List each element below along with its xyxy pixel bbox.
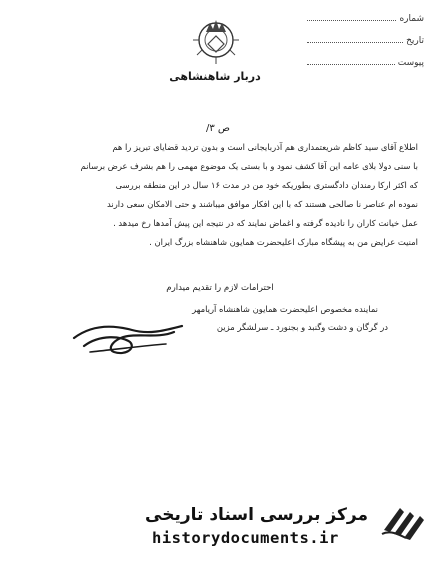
- page-number: ص ۳/: [205, 123, 231, 134]
- number-label: شماره: [399, 14, 424, 24]
- attachment-label: پیوست: [397, 58, 424, 68]
- date-field: [304, 24, 424, 46]
- number-field: [304, 2, 424, 24]
- body-line: اطلاع آقای سید کاظم شریعتمداری هم آذربایجانی است و بدون تردید قضایای تبریز را هم: [112, 142, 418, 152]
- body-line: با سنی دولا بلای عامه این آقا کشف نمود و با بستی یک موضوع مهمی را هم بشرف عرض برسانم: [80, 161, 418, 171]
- book-logo-icon: [380, 500, 426, 540]
- signer-title: نماینده مخصوص اعلیحضرت همایون شاهنشاه آریامهر: [192, 304, 378, 314]
- body-line: که اکثر ارکا رمندان دادگستری بطوریکه خود من در مدت ۱۶ سال در این منطقه بررسی: [115, 180, 418, 190]
- attachment-field: [304, 46, 424, 68]
- dotted-line: [307, 20, 396, 21]
- royal-crown-emblem-icon: [188, 14, 244, 68]
- closing-line: احترامات لازم را تقدیم میدارم: [166, 283, 274, 293]
- body-line: عمل خیانت کاران را نادیده گرفته و اغماض نمایند که در نتیجه این پیش آمدها رخ میدهد .: [113, 218, 418, 228]
- body-line: امنیت عرایض من به پیشگاه مبارک اعلیحضرت همایون شاهنشاه بزرگ ایران .: [149, 237, 418, 247]
- letterhead-title: دربار شاهنشاهی: [169, 70, 261, 83]
- dotted-line: [307, 64, 395, 65]
- signer-region: در گرگان و دشت وگنبد و بجنورد ـ سرلشگر مزین: [216, 322, 388, 332]
- dotted-line: [307, 42, 403, 43]
- watermark-org-name: مرکز بررسی اسناد تاریخی: [145, 505, 368, 525]
- body-line: نموده ام عناصر نا صالحی هستند که با این افکار موافق میباشند و حتی الامکان سعی دارند: [107, 199, 418, 209]
- handwritten-signature: [70, 316, 200, 362]
- letter-body: [22, 138, 418, 252]
- watermark-url: historydocuments.ir: [152, 529, 339, 547]
- date-label: تاریخ: [406, 36, 424, 46]
